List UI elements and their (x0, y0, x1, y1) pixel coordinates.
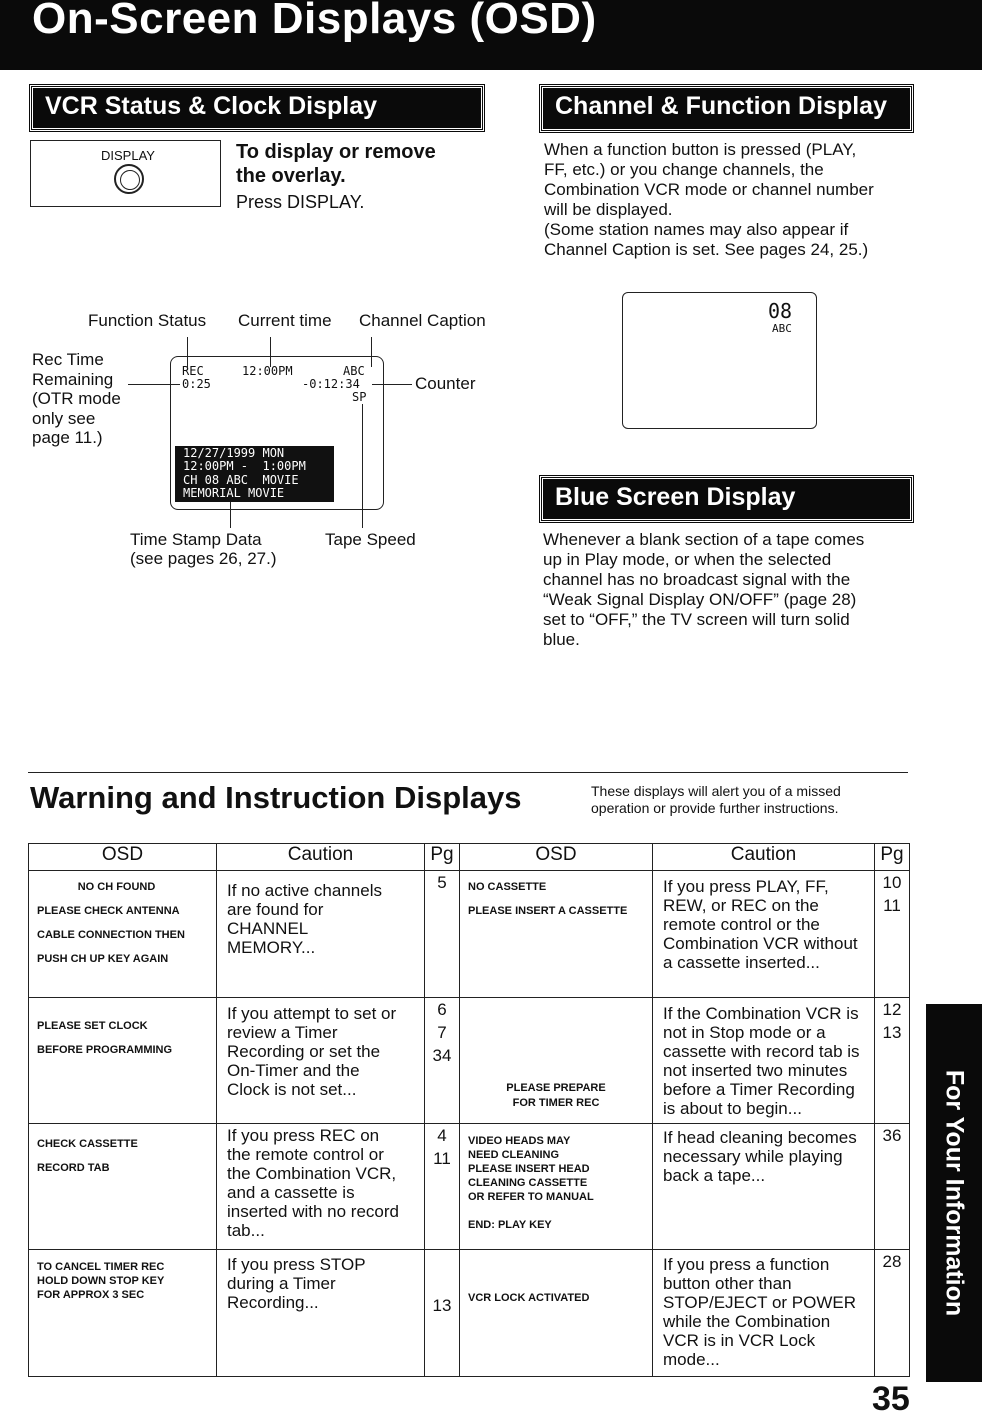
osd-line: CABLE CONNECTION THEN (37, 929, 185, 941)
caution-line: the Combination VCR, (227, 1164, 397, 1183)
caution-line: before a Timer Recording (663, 1080, 855, 1099)
stamp-line: 12/27/1999 MON (183, 446, 285, 460)
osd-line: PLEASE CHECK ANTENNA (37, 905, 180, 917)
caution-line: review a Timer (227, 1023, 338, 1042)
caution-line: Combination VCR without (663, 934, 858, 953)
blue-screen-text (543, 530, 864, 650)
page-number: 35 (872, 1380, 910, 1418)
osd-line: CHECK CASSETTE (37, 1138, 138, 1150)
pg-value: 34 (432, 1046, 452, 1065)
osd-line: NEED CLEANING (468, 1149, 560, 1161)
osd-line: NO CH FOUND (77, 881, 156, 893)
rec-time-line: Remaining (32, 369, 114, 389)
rec-time-line: Rec Time (32, 350, 104, 369)
display-button-icon (114, 164, 144, 194)
vcr-status-heading: VCR Status & Clock Display (30, 85, 484, 131)
channel-function-text (544, 140, 874, 260)
osd-line: FOR TIMER REC (512, 1097, 600, 1109)
label-channel-caption: Channel Caption (359, 311, 486, 330)
rec-time-line: (OTR mode (32, 389, 121, 408)
osd-line: CLEANING CASSETTE (468, 1177, 588, 1189)
pg-value: 11 (433, 1149, 451, 1168)
caution-line: necessary while playing (663, 1147, 843, 1166)
pg-value: 28 (882, 1252, 902, 1271)
table-row (29, 1124, 910, 1250)
caution-line: Recording or set the (227, 1042, 381, 1061)
osd-counter: -0:12:34 (302, 377, 360, 391)
table-header-row (29, 844, 910, 871)
pg-value: 5 (437, 873, 447, 892)
instruction-line-2: the overlay. (236, 165, 346, 187)
time-stamp-box (175, 446, 334, 502)
rec-time-line: page 11.) (32, 428, 103, 447)
caution-line: Recording... (227, 1293, 319, 1312)
section-divider (28, 772, 908, 773)
osd-line: PUSH CH UP KEY AGAIN (37, 953, 169, 965)
pg-value: 6 (437, 1000, 447, 1019)
osd-message (29, 998, 217, 1124)
stamp-line: MEMORIAL MOVIE (183, 486, 285, 500)
header-pg: Pg (425, 844, 460, 871)
caution-line: the remote control or (227, 1145, 384, 1164)
label-tape-speed: Tape Speed (325, 530, 416, 549)
osd-line: PLEASE INSERT A CASSETTE (468, 905, 628, 917)
osd-line: NO CASSETTE (468, 881, 547, 893)
text-line: (Some station names may also appear if (544, 220, 849, 239)
osd-channel-caption: ABC (772, 322, 792, 335)
caution-line: If no active channels (227, 881, 382, 900)
caution-line: button other than (663, 1274, 792, 1293)
caution-line: not in Stop mode or a (663, 1023, 826, 1042)
page-ref (875, 871, 910, 998)
stamp-line: CH 08 ABC MOVIE (183, 473, 299, 487)
caution-line: If head cleaning becomes (663, 1128, 857, 1147)
page-ref (875, 1124, 910, 1250)
text-line: “Weak Signal Display ON/OFF” (page 28) (543, 590, 857, 609)
page-title: On-Screen Displays (OSD) (32, 0, 597, 43)
label-rec-time-remaining (32, 350, 121, 448)
osd-tape-speed: SP (352, 390, 367, 404)
time-stamp-line: (see pages 26, 27.) (130, 549, 277, 568)
caution-line: REW, or REC on the (663, 896, 819, 915)
osd-line: VIDEO HEADS MAY (468, 1135, 571, 1147)
caution-line: is about to begin... (663, 1099, 802, 1118)
label-function-status: Function Status (88, 311, 207, 330)
caution-line: If you attempt to set or (227, 1004, 397, 1023)
osd-line: RECORD TAB (37, 1162, 110, 1174)
caution-text (217, 1250, 425, 1377)
osd-message (29, 1250, 217, 1377)
text-line: FF, etc.) or you change channels, the (544, 160, 824, 179)
caution-line: On-Timer and the (227, 1061, 360, 1080)
pg-value: 4 (437, 1126, 447, 1145)
osd-message (460, 1250, 653, 1377)
osd-rec: REC (182, 364, 204, 378)
display-button-label: DISPLAY (101, 148, 155, 163)
osd-line: PLEASE INSERT HEAD (468, 1163, 590, 1175)
caution-line: a cassette inserted... (663, 953, 820, 972)
instruction-body: Press DISPLAY. (236, 192, 365, 212)
page-ref (425, 1250, 460, 1377)
caution-line: mode... (663, 1350, 720, 1369)
page-ref (875, 1250, 910, 1377)
page-ref (425, 871, 460, 998)
text-line: will be displayed. (544, 200, 673, 219)
osd-line: PLEASE SET CLOCK (37, 1020, 148, 1032)
note-line: operation or provide further instructions. (591, 800, 839, 816)
text-line: up in Play mode, or when the selected (543, 550, 832, 569)
caution-line: If you press a function (663, 1255, 830, 1274)
text-line: set to “OFF,” the TV screen will turn solid (543, 610, 850, 629)
osd-line: VCR LOCK ACTIVATED (468, 1292, 590, 1304)
caution-line: during a Timer (227, 1274, 336, 1293)
caution-line: CHANNEL (227, 919, 309, 938)
osd-line: END: PLAY KEY (468, 1219, 552, 1231)
text-line: blue. (543, 630, 580, 649)
osd-message (29, 1124, 217, 1250)
text-line: Combination VCR mode or channel number (544, 180, 874, 199)
page-ref (425, 1124, 460, 1250)
header-pg: Pg (875, 844, 910, 871)
osd-message (460, 1124, 653, 1250)
text-line: Channel Caption is set. See pages 24, 25.) (544, 240, 869, 259)
osd-message (460, 998, 653, 1124)
page-ref (875, 998, 910, 1124)
channel-function-heading: Channel & Function Display (540, 85, 913, 132)
warnings-title: Warning and Instruction Displays (30, 780, 522, 815)
caution-line: tab... (227, 1221, 265, 1240)
pg-value: 7 (437, 1023, 447, 1042)
caution-line: remote control or the (663, 915, 820, 934)
time-stamp-line: Time Stamp Data (130, 530, 262, 549)
table-row (29, 871, 910, 998)
osd-line: HOLD DOWN STOP KEY (37, 1275, 165, 1287)
header-caution: Caution (653, 844, 875, 871)
label-time-stamp (130, 530, 276, 568)
caution-text (653, 1124, 875, 1250)
caution-text (217, 871, 425, 998)
pg-value: 13 (432, 1296, 452, 1315)
page-ref (425, 998, 460, 1124)
caution-text (653, 998, 875, 1124)
osd-channel-number: 08 (768, 299, 793, 323)
pg-value: 10 (882, 873, 902, 892)
table-row (29, 998, 910, 1124)
display-button-illustration (30, 140, 221, 207)
osd-line: TO CANCEL TIMER REC (37, 1261, 165, 1273)
header-caution: Caution (217, 844, 425, 871)
side-tab-label: For Your Information (940, 1069, 969, 1317)
caution-line: If you press STOP (227, 1255, 366, 1274)
warnings-table (28, 843, 910, 1377)
osd-caption: ABC (343, 364, 365, 378)
pg-value: 12 (882, 1000, 902, 1019)
caution-line: and a cassette is (227, 1183, 355, 1202)
blue-screen-heading: Blue Screen Display (540, 476, 913, 522)
table-row (29, 1250, 910, 1377)
pg-value: 13 (882, 1023, 902, 1042)
caution-line: Clock is not set... (227, 1080, 357, 1099)
caution-line: cassette with record tab is (663, 1042, 860, 1061)
caution-text (653, 871, 875, 998)
caution-line: not inserted two minutes (663, 1061, 848, 1080)
page-title-bar (0, 0, 982, 70)
text-line: When a function button is pressed (PLAY, (544, 140, 857, 159)
instruction-heading (236, 140, 436, 188)
osd-clock: 12:00PM (242, 364, 293, 378)
pg-value: 36 (882, 1126, 902, 1145)
caution-line: while the Combination (663, 1312, 831, 1331)
caution-text (653, 1250, 875, 1377)
side-tab (926, 1004, 982, 1382)
pg-value: 11 (883, 896, 901, 915)
osd-message (460, 871, 653, 998)
caution-line: inserted with no record (227, 1202, 399, 1221)
caution-line: back a tape... (663, 1166, 766, 1185)
caution-line: If you press PLAY, FF, (663, 877, 829, 896)
label-current-time: Current time (238, 311, 332, 330)
caution-line: VCR is in VCR Lock (663, 1331, 816, 1350)
caution-line: STOP/EJECT or POWER (663, 1293, 857, 1312)
caution-line: If the Combination VCR is (663, 1004, 859, 1023)
osd-line: FOR APPROX 3 SEC (37, 1289, 145, 1301)
instruction-line-1: To display or remove (236, 141, 436, 163)
warnings-note (591, 783, 841, 817)
text-line: channel has no broadcast signal with the (543, 570, 851, 589)
osd-rec-remaining: 0:25 (182, 377, 211, 391)
caution-line: MEMORY... (227, 938, 316, 957)
note-line: These displays will alert you of a missed (591, 783, 841, 799)
caution-text (217, 998, 425, 1124)
label-counter: Counter (415, 374, 476, 393)
caution-text (217, 1124, 425, 1250)
caution-line: If you press REC on (227, 1126, 380, 1145)
header-osd: OSD (460, 844, 653, 871)
header-osd: OSD (29, 844, 217, 871)
text-line: Whenever a blank section of a tape comes (543, 530, 865, 549)
osd-line: BEFORE PROGRAMMING (37, 1044, 173, 1056)
stamp-line: 12:00PM - 1:00PM (183, 459, 306, 473)
osd-line: PLEASE PREPARE (506, 1082, 606, 1094)
osd-message (29, 871, 217, 998)
osd-line: OR REFER TO MANUAL (468, 1191, 594, 1203)
caution-line: are found for (227, 900, 324, 919)
rec-time-line: only see (32, 408, 96, 428)
